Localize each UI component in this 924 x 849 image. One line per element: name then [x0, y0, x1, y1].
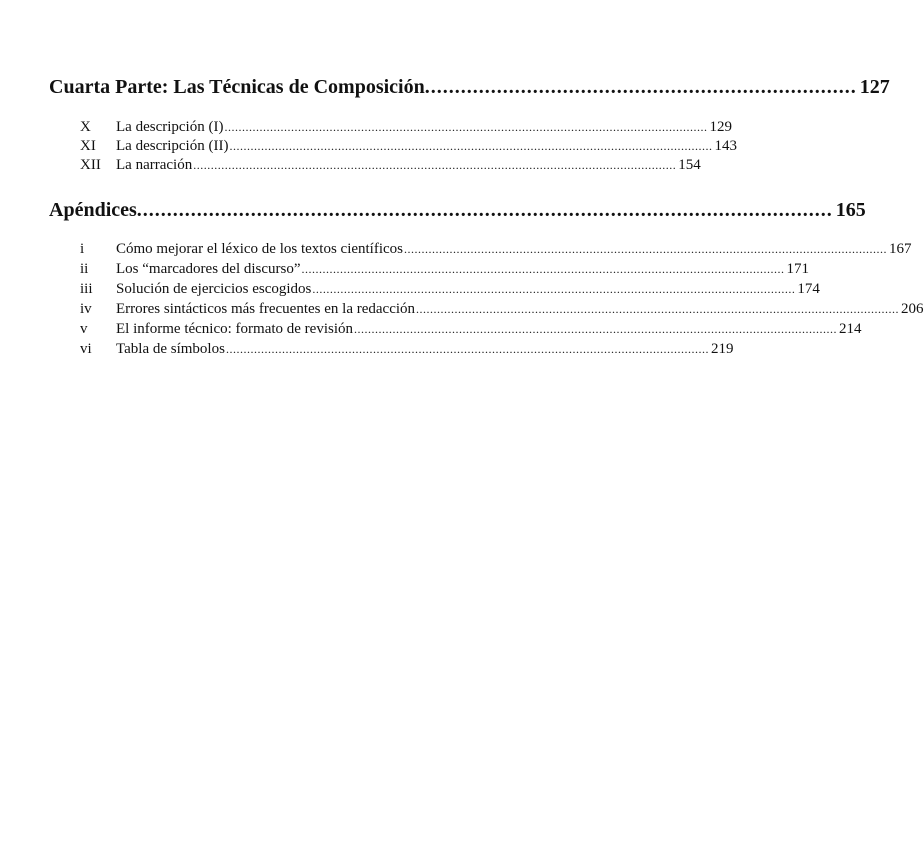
appendix-page-number: 171: [786, 261, 810, 277]
dot-leader: ..........................................................................................................................................: [404, 242, 888, 256]
dot-leader: ..........................................................................................................................................: [224, 120, 708, 134]
chapter-page-number: 154: [678, 157, 701, 173]
toc-part-heading[interactable]: [49, 198, 866, 222]
appendix-page-number: 206: [901, 301, 924, 317]
toc-entry[interactable]: [80, 137, 737, 156]
appendix-title: El informe técnico: formato de revisión: [116, 321, 354, 337]
part-page-number: 165: [835, 199, 866, 221]
part-title: Cuarta Parte: Las Técnicas de Composición: [49, 76, 425, 98]
chapter-title: La descripción (I): [116, 119, 224, 135]
appendix-page-number: 214: [839, 321, 862, 337]
toc-entry[interactable]: [80, 300, 924, 319]
dot-leader: ..........................................................................................................................................: [225, 342, 709, 356]
part-page-number: 127: [859, 76, 890, 98]
chapter-title: La narración: [116, 157, 193, 173]
appendix-title: Errores sintácticos más frecuentes en la redacción: [116, 301, 416, 317]
appendix-number: iii: [80, 281, 93, 297]
dot-leader: ..........................................................................................................................................: [312, 282, 796, 296]
appendix-number: vi: [80, 341, 92, 357]
appendix-page-number: 174: [797, 281, 820, 297]
appendix-number: i: [80, 241, 85, 257]
toc-part-heading[interactable]: [49, 75, 890, 99]
appendix-title: Tabla de símbolos: [116, 341, 225, 357]
appendix-title: Cómo mejorar el léxico de los textos científicos: [116, 241, 404, 257]
toc-entry[interactable]: [80, 320, 862, 339]
dot-leader: ..........................................................................................................................................: [416, 302, 900, 316]
dot-leader: ..........................................................................................................................................: [301, 262, 785, 276]
toc-entry[interactable]: [80, 280, 820, 299]
appendix-title: Los “marcadores del discurso”: [116, 261, 301, 277]
dot-leader: ........................................................................: [424, 76, 857, 98]
chapter-number: X: [80, 119, 91, 135]
part-title: Apéndices: [49, 199, 137, 221]
dot-leader: ....................................................................................................................: [136, 199, 833, 221]
chapter-number: XI: [80, 138, 96, 154]
dot-leader: ..........................................................................................................................................: [229, 139, 713, 153]
chapter-page-number: 143: [714, 138, 737, 154]
chapter-number: XII: [80, 157, 101, 173]
dot-leader: ..........................................................................................................................................: [193, 158, 677, 172]
dot-leader: ..........................................................................................................................................: [354, 322, 838, 336]
chapter-title: La descripción (II): [116, 138, 229, 154]
appendix-page-number: 219: [710, 341, 734, 357]
toc-entry[interactable]: [80, 118, 732, 137]
toc-entry[interactable]: [80, 340, 734, 359]
chapter-page-number: 129: [709, 119, 732, 135]
toc-entry[interactable]: [80, 240, 912, 259]
appendix-number: ii: [80, 261, 89, 277]
appendix-number: v: [80, 321, 88, 337]
toc-entry[interactable]: [80, 156, 701, 175]
toc-entry[interactable]: [80, 260, 810, 279]
appendix-number: iv: [80, 301, 92, 317]
appendix-page-number: 167: [889, 241, 912, 257]
appendix-title: Solución de ejercicios escogidos: [116, 281, 312, 297]
